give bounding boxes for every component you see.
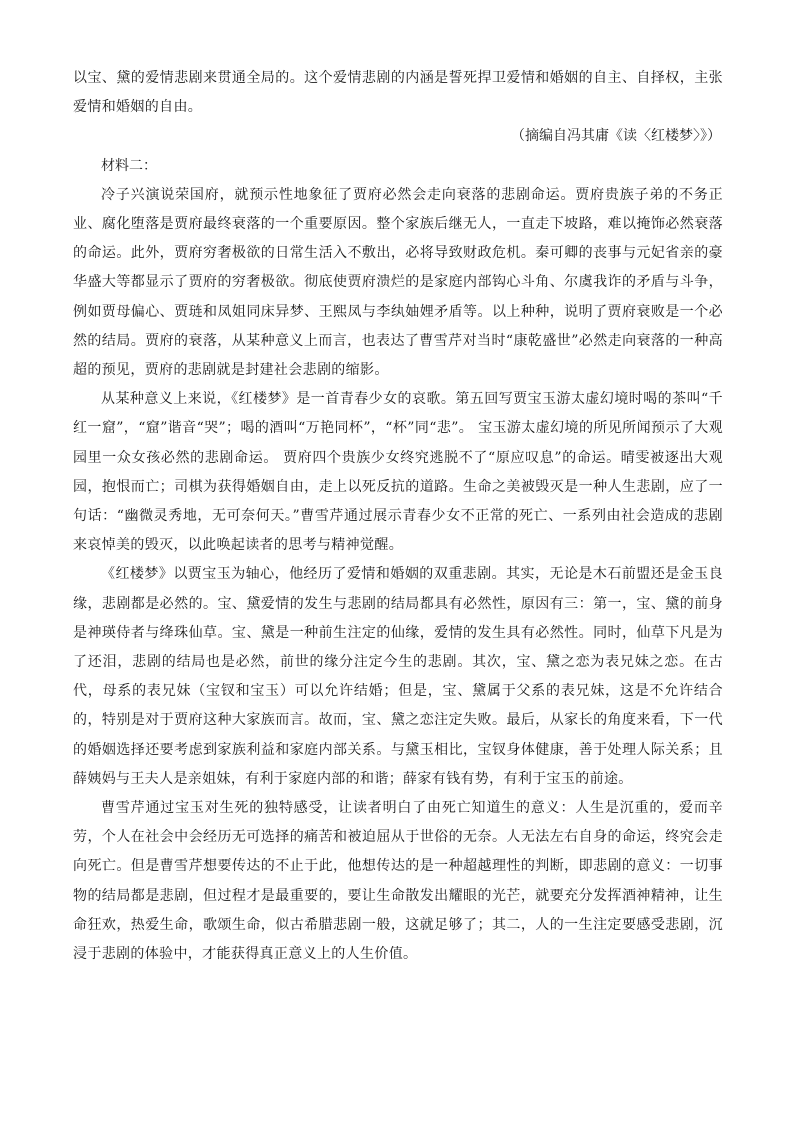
source-citation: （摘编自冯其庸《读〈红楼梦〉》） — [511, 128, 721, 145]
section-heading-material-two: 材料二： — [101, 157, 157, 174]
paragraph-double-tragedy: 《红楼梦》以贾宝玉为轴心，他经历了爱情和婚姻的双重悲剧。其实，无论是木石前盟还是金玉良缘，悲剧都是必然的。宝、黛爱情的发生与悲剧的结局都具有必然性，原因有三：第一，宝、黛的前身是神瑛侍者与绛珠仙草。宝、黛是一种前生注定的仙缘，爱情的发生具有必然性。同时，仙草下凡是为了还泪，悲剧的结局也是必然，前世的缘分注定今生的悲剧。其次，宝、黛之恋为表兄妹之恋。在古代，母系的表兄妹（宝钗和宝玉）可以允许结婚；但是，宝、黛属于父系的表兄妹，这是不允许结合的，特别是对于贾府这种大家族而言。故而，宝、黛之恋注定失败。最后，从家长的角度来看，下一代的婚姻选择还要考虑到家族利益和家庭内部关系。与黛玉相比，宝钗身体健康，善于处理人际关系；且薛姨妈与王夫人是亲姐妹，有利于家庭内部的和谐；薛家有钱有势，有利于宝玉的前途。 — [73, 566, 723, 787]
document-page — [73, 64, 723, 969]
paragraph-jia-family-decline: 冷子兴演说荣国府，就预示性地象征了贾府必然会走向衰落的悲剧命运。贾府贵族子弟的不务正业、腐化堕落是贾府最终衰落的一个重要原因。整个家族后继无人，一直走下坡路，难以掩饰必然衰落的命运。此外，贾府穷奢极欲的日常生活入不敷出，必将导致财政危机。秦可卿的丧事与元妃省亲的豪华盛大等都显示了贾府的穷奢极欲。彻底使贾府溃烂的是家庭内部钩心斗角、尔虞我诈的矛盾与斗争，例如贾母偏心、贾琏和凤姐同床异梦、王熙凤与李纨妯娌矛盾等。以上种种，说明了贾府衰败是一个必然的结局。贾府的衰落，从某种意义上而言，也表达了曹雪芹对当时“康乾盛世”必然走向衰落的一种高超的预见，贾府的悲剧就是封建社会悲剧的缩影。 — [73, 186, 723, 379]
paragraph-meaning-of-tragedy: 曹雪芹通过宝玉对生死的独特感受，让读者明白了由死亡知道生的意义：人生是沉重的，爱而辛劳，个人在社会中会经历无可选择的痛苦和被迫屈从于世俗的无奈。人无法左右自身的命运，终究会走向死亡。但是曹雪芹想要传达的不止于此，他想传达的是一种超越理性的判断，即悲剧的意义：一切事物的结局都是悲剧，但过程才是最重要的，要让生命散发出耀眼的光芒，就要充分发挥酒神精神，让生命狂欢，热爱生命，歌颂生命，似古希腊悲剧一般，这就足够了；其二，人的一生注定要感受悲剧，沉浸于悲剧的体验中，才能获得真正意义上的人生价值。 — [73, 800, 723, 963]
paragraph-continuation: 以宝、黛的爱情悲剧来贯通全局的。这个爱情悲剧的内涵是誓死捍卫爱情和婚姻的自主、自择权，主张爱情和婚姻的自由。 — [73, 70, 723, 116]
paragraph-elegy-of-youth: 从某种意义上来说，《红楼梦》是一首青春少女的哀歌。第五回写贾宝玉游太虚幻境时喝的茶叫“千红一窟”，“窟”谐音“哭”；喝的酒叫“万艳同杯”，“杯”同“悲”。 宝玉游太虚幻境的所见所闻预示了大观园里一众女孩必然的悲剧命运。 贾府四个贵族少女终究逃脱不了“原应叹息”的命运。晴雯被逐出大观园，抱恨而亡；司棋为获得婚姻自由，走上以死反抗的道路。生命之美被毁灭是一种人生悲剧，应了一句话：“幽微灵秀地，无可奈何天。”曹雪芹通过展示青春少女不正常的死亡、一系列由社会造成的悲剧来哀悼美的毁灭，以此唤起读者的思考与精神觉醒。 — [73, 391, 723, 554]
